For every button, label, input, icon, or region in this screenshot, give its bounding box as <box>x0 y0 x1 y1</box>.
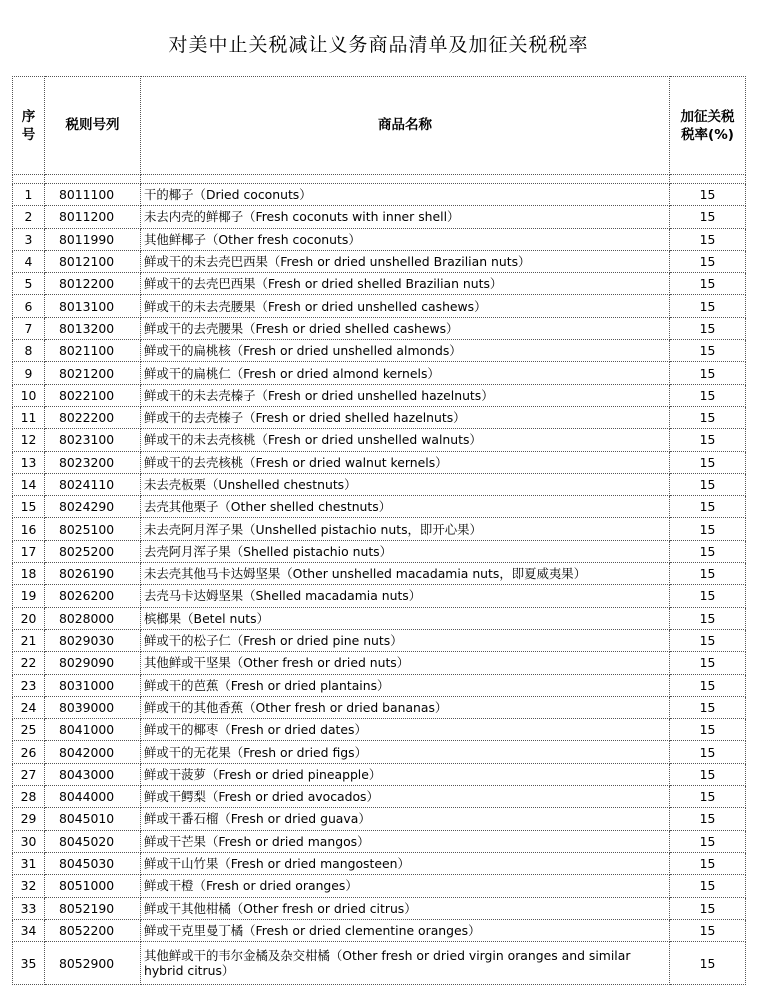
tariff-rate: 15 <box>670 362 746 384</box>
tariff-code: 8051000 <box>45 875 141 897</box>
tariff-rate: 15 <box>670 273 746 295</box>
header-rate <box>670 77 746 175</box>
tariff-code: 8023200 <box>45 451 141 473</box>
table-row <box>13 652 746 674</box>
tariff-code: 8052190 <box>45 897 141 919</box>
row-number: 9 <box>13 362 45 384</box>
row-number: 17 <box>13 540 45 562</box>
table-row <box>13 897 746 919</box>
tariff-table <box>12 76 746 985</box>
row-number: 4 <box>13 250 45 272</box>
row-number: 18 <box>13 563 45 585</box>
row-number: 24 <box>13 696 45 718</box>
row-number: 5 <box>13 273 45 295</box>
tariff-rate: 15 <box>670 563 746 585</box>
product-name: 鲜或干芒果（Fresh or dried mangos） <box>141 830 670 852</box>
tariff-code: 8023100 <box>45 429 141 451</box>
tariff-code: 8045010 <box>45 808 141 830</box>
row-number: 33 <box>13 897 45 919</box>
tariff-rate: 15 <box>670 919 746 941</box>
product-name: 其他鲜或干的韦尔金橘及杂交柑橘（Other fresh or dried virgin oranges and similar hybrid citrus） <box>141 942 670 985</box>
row-number: 28 <box>13 786 45 808</box>
tariff-code: 8021200 <box>45 362 141 384</box>
tariff-rate: 15 <box>670 429 746 451</box>
table-row <box>13 808 746 830</box>
table-row <box>13 852 746 874</box>
tariff-code: 8022100 <box>45 384 141 406</box>
product-name: 鲜或干的未去壳榛子（Fresh or dried unshelled hazelnuts） <box>141 384 670 406</box>
tariff-code: 8012200 <box>45 273 141 295</box>
tariff-rate: 15 <box>670 607 746 629</box>
tariff-code: 8021100 <box>45 340 141 362</box>
row-number: 27 <box>13 763 45 785</box>
row-number: 6 <box>13 295 45 317</box>
product-name: 鲜或干的扁桃核（Fresh or dried unshelled almonds） <box>141 340 670 362</box>
product-name: 鲜或干的去壳巴西果（Fresh or dried shelled Brazilian nuts） <box>141 273 670 295</box>
row-number: 25 <box>13 719 45 741</box>
table-row <box>13 719 746 741</box>
header-index <box>13 77 45 175</box>
product-name: 去壳阿月浑子果（Shelled pistachio nuts） <box>141 540 670 562</box>
table-row <box>13 429 746 451</box>
header-name: 商品名称 <box>141 77 670 175</box>
tariff-code: 8011100 <box>45 184 141 206</box>
product-name: 鲜或干的芭蕉（Fresh or dried plantains） <box>141 674 670 696</box>
product-name: 鲜或干的未去壳巴西果（Fresh or dried unshelled Brazilian nuts） <box>141 250 670 272</box>
tariff-code: 8022200 <box>45 406 141 428</box>
product-name: 鲜或干克里曼丁橘（Fresh or dried clementine oranges） <box>141 919 670 941</box>
row-number: 11 <box>13 406 45 428</box>
row-number: 23 <box>13 674 45 696</box>
row-number: 8 <box>13 340 45 362</box>
row-number: 16 <box>13 518 45 540</box>
table-row <box>13 451 746 473</box>
product-name: 鲜或干山竹果（Fresh or dried mangosteen） <box>141 852 670 874</box>
product-name: 鲜或干番石榴（Fresh or dried guava） <box>141 808 670 830</box>
table-row <box>13 607 746 629</box>
table-row <box>13 206 746 228</box>
tariff-rate: 15 <box>670 384 746 406</box>
tariff-rate: 15 <box>670 228 746 250</box>
tariff-code: 8025200 <box>45 540 141 562</box>
row-number: 14 <box>13 473 45 495</box>
tariff-rate: 15 <box>670 184 746 206</box>
tariff-rate: 15 <box>670 786 746 808</box>
table-row <box>13 540 746 562</box>
tariff-rate: 15 <box>670 206 746 228</box>
product-name: 其他鲜椰子（Other fresh coconuts） <box>141 228 670 250</box>
table-row <box>13 741 746 763</box>
tariff-rate: 15 <box>670 763 746 785</box>
tariff-rate: 15 <box>670 652 746 674</box>
table-row <box>13 384 746 406</box>
table-row <box>13 763 746 785</box>
product-name: 鲜或干橙（Fresh or dried oranges） <box>141 875 670 897</box>
tariff-rate: 15 <box>670 875 746 897</box>
row-number: 3 <box>13 228 45 250</box>
product-name: 鲜或干的椰枣（Fresh or dried dates） <box>141 719 670 741</box>
tariff-rate: 15 <box>670 674 746 696</box>
product-name: 鲜或干的去壳榛子（Fresh or dried shelled hazelnuts） <box>141 406 670 428</box>
table-row <box>13 518 746 540</box>
row-number: 29 <box>13 808 45 830</box>
header-index-label: 序号 <box>21 108 36 143</box>
header-code: 税则号列 <box>45 77 141 175</box>
table-row <box>13 362 746 384</box>
tariff-code: 8052900 <box>45 942 141 985</box>
tariff-rate: 15 <box>670 741 746 763</box>
tariff-rate: 15 <box>670 696 746 718</box>
tariff-code: 8045020 <box>45 830 141 852</box>
row-number: 31 <box>13 852 45 874</box>
row-number: 34 <box>13 919 45 941</box>
tariff-rate: 15 <box>670 451 746 473</box>
table-row <box>13 919 746 941</box>
product-name: 鲜或干的扁桃仁（Fresh or dried almond kernels） <box>141 362 670 384</box>
table-row <box>13 875 746 897</box>
table-row <box>13 585 746 607</box>
table-row <box>13 406 746 428</box>
row-number: 21 <box>13 629 45 651</box>
tariff-rate: 15 <box>670 629 746 651</box>
tariff-code: 8028000 <box>45 607 141 629</box>
tariff-rate: 15 <box>670 295 746 317</box>
tariff-code: 8012100 <box>45 250 141 272</box>
tariff-code: 8025100 <box>45 518 141 540</box>
tariff-code: 8041000 <box>45 719 141 741</box>
table-row <box>13 184 746 206</box>
product-name: 鲜或干鳄梨（Fresh or dried avocados） <box>141 786 670 808</box>
tariff-code: 8042000 <box>45 741 141 763</box>
tariff-rate: 15 <box>670 719 746 741</box>
product-name: 去壳马卡达姆坚果（Shelled macadamia nuts） <box>141 585 670 607</box>
tariff-rate: 15 <box>670 406 746 428</box>
row-number: 15 <box>13 496 45 518</box>
row-number: 32 <box>13 875 45 897</box>
tariff-code: 8029030 <box>45 629 141 651</box>
product-name: 其他鲜或干坚果（Other fresh or dried nuts） <box>141 652 670 674</box>
table-row <box>13 563 746 585</box>
tariff-rate: 15 <box>670 340 746 362</box>
row-number: 1 <box>13 184 45 206</box>
table-body <box>13 184 746 985</box>
tariff-code: 8024110 <box>45 473 141 495</box>
table-row <box>13 473 746 495</box>
tariff-rate: 15 <box>670 473 746 495</box>
tariff-code: 8013200 <box>45 317 141 339</box>
product-name: 鲜或干的其他香蕉（Other fresh or dried bananas） <box>141 696 670 718</box>
table-row <box>13 496 746 518</box>
table-row <box>13 696 746 718</box>
table-row <box>13 830 746 852</box>
tariff-rate: 15 <box>670 830 746 852</box>
tariff-code: 8052200 <box>45 919 141 941</box>
row-number: 19 <box>13 585 45 607</box>
tariff-code: 8026190 <box>45 563 141 585</box>
product-name: 去壳其他栗子（Other shelled chestnuts） <box>141 496 670 518</box>
tariff-code: 8029090 <box>45 652 141 674</box>
document-title: 对美中止关税减让义务商品清单及加征关税税率 <box>168 34 589 56</box>
table-row <box>13 942 746 985</box>
row-number: 30 <box>13 830 45 852</box>
row-number: 20 <box>13 607 45 629</box>
row-number: 22 <box>13 652 45 674</box>
table-row <box>13 228 746 250</box>
tariff-rate: 15 <box>670 317 746 339</box>
product-name: 干的椰子（Dried coconuts） <box>141 184 670 206</box>
table-row <box>13 674 746 696</box>
table-row <box>13 317 746 339</box>
product-name: 鲜或干的去壳腰果（Fresh or dried shelled cashews） <box>141 317 670 339</box>
table-row <box>13 295 746 317</box>
row-number: 10 <box>13 384 45 406</box>
header-rate-label: 加征关税税率(%) <box>680 108 735 143</box>
header-spacer-row <box>13 175 746 184</box>
product-name: 槟榔果（Betel nuts） <box>141 607 670 629</box>
tariff-rate: 15 <box>670 540 746 562</box>
product-name: 未去壳阿月浑子果（Unshelled pistachio nuts，即开心果） <box>141 518 670 540</box>
tariff-rate: 15 <box>670 808 746 830</box>
table-row <box>13 273 746 295</box>
tariff-rate: 15 <box>670 942 746 985</box>
tariff-rate: 15 <box>670 496 746 518</box>
tariff-rate: 15 <box>670 897 746 919</box>
tariff-rate: 15 <box>670 585 746 607</box>
row-number: 12 <box>13 429 45 451</box>
tariff-code: 8044000 <box>45 786 141 808</box>
table-row <box>13 250 746 272</box>
product-name: 未去内壳的鲜椰子（Fresh coconuts with inner shell） <box>141 206 670 228</box>
tariff-code: 8026200 <box>45 585 141 607</box>
product-name: 鲜或干菠萝（Fresh or dried pineapple） <box>141 763 670 785</box>
tariff-code: 8024290 <box>45 496 141 518</box>
row-number: 13 <box>13 451 45 473</box>
product-name: 鲜或干的松子仁（Fresh or dried pine nuts） <box>141 629 670 651</box>
product-name: 未去壳其他马卡达姆坚果（Other unshelled macadamia nuts，即夏威夷果） <box>141 563 670 585</box>
row-number: 26 <box>13 741 45 763</box>
tariff-table-container <box>12 76 745 985</box>
tariff-code: 8013100 <box>45 295 141 317</box>
tariff-code: 8031000 <box>45 674 141 696</box>
tariff-rate: 15 <box>670 852 746 874</box>
product-name: 鲜或干的未去壳腰果（Fresh or dried unshelled cashews） <box>141 295 670 317</box>
product-name: 鲜或干的未去壳核桃（Fresh or dried unshelled walnuts） <box>141 429 670 451</box>
row-number: 7 <box>13 317 45 339</box>
product-name: 鲜或干其他柑橘（Other fresh or dried citrus） <box>141 897 670 919</box>
row-number: 2 <box>13 206 45 228</box>
product-name: 鲜或干的无花果（Fresh or dried figs） <box>141 741 670 763</box>
table-row <box>13 786 746 808</box>
tariff-code: 8045030 <box>45 852 141 874</box>
tariff-code: 8011990 <box>45 228 141 250</box>
tariff-rate: 15 <box>670 518 746 540</box>
product-name: 鲜或干的去壳核桃（Fresh or dried walnut kernels） <box>141 451 670 473</box>
table-row <box>13 629 746 651</box>
tariff-code: 8043000 <box>45 763 141 785</box>
product-name: 未去壳板栗（Unshelled chestnuts） <box>141 473 670 495</box>
tariff-code: 8039000 <box>45 696 141 718</box>
tariff-rate: 15 <box>670 250 746 272</box>
table-row <box>13 340 746 362</box>
table-header-row <box>13 77 746 175</box>
tariff-code: 8011200 <box>45 206 141 228</box>
row-number: 35 <box>13 942 45 985</box>
